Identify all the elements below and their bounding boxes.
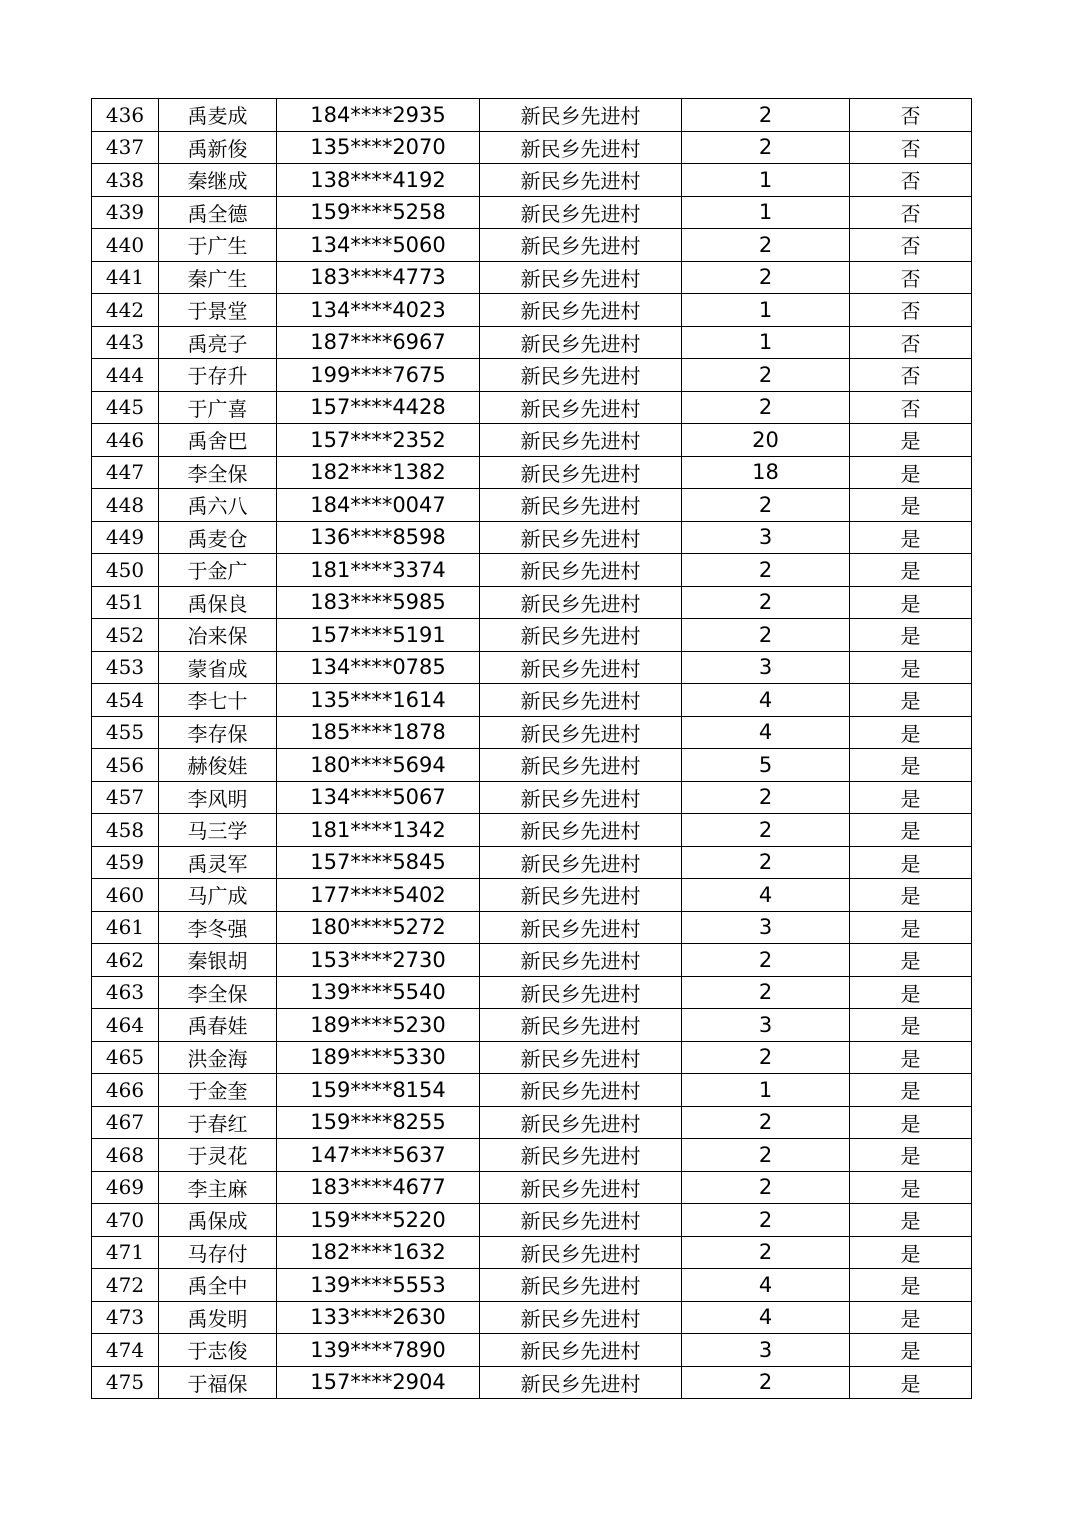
village-cell: 新民乡先进村 [480, 131, 682, 164]
row-number-cell: 465 [92, 1041, 159, 1074]
flag-cell: 是 [850, 879, 972, 912]
phone-cell: 187****6967 [277, 326, 480, 359]
flag-cell: 是 [850, 489, 972, 522]
village-cell: 新民乡先进村 [480, 1041, 682, 1074]
count-cell: 2 [682, 619, 850, 652]
flag-cell: 是 [850, 424, 972, 457]
phone-cell: 181****3374 [277, 554, 480, 587]
name-cell: 于志俊 [159, 1334, 277, 1367]
village-cell: 新民乡先进村 [480, 749, 682, 782]
table-row [92, 716, 972, 749]
village-cell: 新民乡先进村 [480, 1074, 682, 1107]
name-cell: 禹保良 [159, 586, 277, 619]
count-cell: 20 [682, 424, 850, 457]
village-cell: 新民乡先进村 [480, 911, 682, 944]
flag-cell: 是 [850, 619, 972, 652]
count-cell: 1 [682, 294, 850, 327]
name-cell: 禹发明 [159, 1301, 277, 1334]
village-cell: 新民乡先进村 [480, 781, 682, 814]
village-cell: 新民乡先进村 [480, 846, 682, 879]
name-cell: 禹春娃 [159, 1009, 277, 1042]
village-cell: 新民乡先进村 [480, 489, 682, 522]
row-number-cell: 453 [92, 651, 159, 684]
phone-cell: 153****2730 [277, 944, 480, 977]
flag-cell: 否 [850, 131, 972, 164]
count-cell: 1 [682, 164, 850, 197]
flag-cell: 否 [850, 326, 972, 359]
phone-cell: 183****5985 [277, 586, 480, 619]
name-cell: 李风明 [159, 781, 277, 814]
phone-cell: 157****5845 [277, 846, 480, 879]
row-number-cell: 445 [92, 391, 159, 424]
village-cell: 新民乡先进村 [480, 294, 682, 327]
row-number-cell: 436 [92, 99, 159, 132]
count-cell: 2 [682, 1236, 850, 1269]
name-cell: 马存付 [159, 1236, 277, 1269]
village-cell: 新民乡先进村 [480, 1334, 682, 1367]
village-cell: 新民乡先进村 [480, 1171, 682, 1204]
village-cell: 新民乡先进村 [480, 456, 682, 489]
phone-cell: 183****4677 [277, 1171, 480, 1204]
count-cell: 2 [682, 846, 850, 879]
flag-cell: 是 [850, 1366, 972, 1399]
count-cell: 3 [682, 1009, 850, 1042]
phone-cell: 183****4773 [277, 261, 480, 294]
table-row [92, 1301, 972, 1334]
village-cell: 新民乡先进村 [480, 684, 682, 717]
name-cell: 禹全德 [159, 196, 277, 229]
table-row [92, 684, 972, 717]
flag-cell: 是 [850, 1041, 972, 1074]
phone-cell: 139****5553 [277, 1269, 480, 1302]
roster-table [91, 98, 972, 1399]
count-cell: 2 [682, 131, 850, 164]
table-row [92, 1236, 972, 1269]
name-cell: 禹新俊 [159, 131, 277, 164]
count-cell: 2 [682, 261, 850, 294]
row-number-cell: 464 [92, 1009, 159, 1042]
phone-cell: 134****5060 [277, 229, 480, 262]
count-cell: 2 [682, 814, 850, 847]
flag-cell: 是 [850, 1139, 972, 1172]
row-number-cell: 466 [92, 1074, 159, 1107]
table-row [92, 196, 972, 229]
count-cell: 2 [682, 1106, 850, 1139]
village-cell: 新民乡先进村 [480, 1106, 682, 1139]
name-cell: 秦银胡 [159, 944, 277, 977]
phone-cell: 180****5272 [277, 911, 480, 944]
count-cell: 4 [682, 1301, 850, 1334]
table-row [92, 391, 972, 424]
flag-cell: 是 [850, 1269, 972, 1302]
row-number-cell: 458 [92, 814, 159, 847]
phone-cell: 157****2904 [277, 1366, 480, 1399]
phone-cell: 184****2935 [277, 99, 480, 132]
row-number-cell: 475 [92, 1366, 159, 1399]
row-number-cell: 438 [92, 164, 159, 197]
count-cell: 4 [682, 716, 850, 749]
count-cell: 4 [682, 879, 850, 912]
row-number-cell: 444 [92, 359, 159, 392]
name-cell: 于景堂 [159, 294, 277, 327]
village-cell: 新民乡先进村 [480, 229, 682, 262]
table-row [92, 976, 972, 1009]
count-cell: 2 [682, 554, 850, 587]
phone-cell: 135****1614 [277, 684, 480, 717]
table-row [92, 846, 972, 879]
village-cell: 新民乡先进村 [480, 944, 682, 977]
table-row [92, 1269, 972, 1302]
name-cell: 于福保 [159, 1366, 277, 1399]
count-cell: 2 [682, 1171, 850, 1204]
table-row [92, 99, 972, 132]
flag-cell: 否 [850, 229, 972, 262]
name-cell: 禹灵军 [159, 846, 277, 879]
phone-cell: 138****4192 [277, 164, 480, 197]
flag-cell: 是 [850, 1171, 972, 1204]
name-cell: 李冬强 [159, 911, 277, 944]
flag-cell: 是 [850, 781, 972, 814]
name-cell: 李主麻 [159, 1171, 277, 1204]
village-cell: 新民乡先进村 [480, 976, 682, 1009]
flag-cell: 否 [850, 196, 972, 229]
row-number-cell: 462 [92, 944, 159, 977]
row-number-cell: 454 [92, 684, 159, 717]
row-number-cell: 447 [92, 456, 159, 489]
phone-cell: 182****1382 [277, 456, 480, 489]
phone-cell: 133****2630 [277, 1301, 480, 1334]
table-row [92, 1334, 972, 1367]
row-number-cell: 442 [92, 294, 159, 327]
flag-cell: 是 [850, 1204, 972, 1237]
flag-cell: 是 [850, 1009, 972, 1042]
count-cell: 3 [682, 1334, 850, 1367]
row-number-cell: 449 [92, 521, 159, 554]
table-row [92, 814, 972, 847]
village-cell: 新民乡先进村 [480, 196, 682, 229]
phone-cell: 159****8255 [277, 1106, 480, 1139]
flag-cell: 是 [850, 1106, 972, 1139]
village-cell: 新民乡先进村 [480, 1366, 682, 1399]
flag-cell: 是 [850, 944, 972, 977]
row-number-cell: 446 [92, 424, 159, 457]
name-cell: 禹麦成 [159, 99, 277, 132]
name-cell: 于广喜 [159, 391, 277, 424]
row-number-cell: 439 [92, 196, 159, 229]
phone-cell: 177****5402 [277, 879, 480, 912]
village-cell: 新民乡先进村 [480, 521, 682, 554]
flag-cell: 是 [850, 1301, 972, 1334]
flag-cell: 是 [850, 846, 972, 879]
name-cell: 于广生 [159, 229, 277, 262]
village-cell: 新民乡先进村 [480, 391, 682, 424]
flag-cell: 是 [850, 651, 972, 684]
name-cell: 赫俊娃 [159, 749, 277, 782]
name-cell: 李存保 [159, 716, 277, 749]
row-number-cell: 473 [92, 1301, 159, 1334]
phone-cell: 180****5694 [277, 749, 480, 782]
village-cell: 新民乡先进村 [480, 586, 682, 619]
flag-cell: 是 [850, 1074, 972, 1107]
row-number-cell: 463 [92, 976, 159, 1009]
count-cell: 2 [682, 229, 850, 262]
village-cell: 新民乡先进村 [480, 554, 682, 587]
row-number-cell: 448 [92, 489, 159, 522]
row-number-cell: 474 [92, 1334, 159, 1367]
flag-cell: 是 [850, 586, 972, 619]
row-number-cell: 469 [92, 1171, 159, 1204]
village-cell: 新民乡先进村 [480, 99, 682, 132]
flag-cell: 是 [850, 521, 972, 554]
table-row [92, 456, 972, 489]
table-row [92, 1041, 972, 1074]
row-number-cell: 451 [92, 586, 159, 619]
phone-cell: 139****7890 [277, 1334, 480, 1367]
count-cell: 2 [682, 1366, 850, 1399]
village-cell: 新民乡先进村 [480, 814, 682, 847]
name-cell: 于存升 [159, 359, 277, 392]
village-cell: 新民乡先进村 [480, 261, 682, 294]
flag-cell: 是 [850, 749, 972, 782]
table-row [92, 911, 972, 944]
count-cell: 2 [682, 359, 850, 392]
village-cell: 新民乡先进村 [480, 1301, 682, 1334]
phone-cell: 189****5230 [277, 1009, 480, 1042]
phone-cell: 159****8154 [277, 1074, 480, 1107]
table-row [92, 651, 972, 684]
flag-cell: 否 [850, 359, 972, 392]
phone-cell: 159****5258 [277, 196, 480, 229]
flag-cell: 否 [850, 261, 972, 294]
row-number-cell: 468 [92, 1139, 159, 1172]
village-cell: 新民乡先进村 [480, 1009, 682, 1042]
row-number-cell: 456 [92, 749, 159, 782]
table-row [92, 261, 972, 294]
table-row [92, 489, 972, 522]
village-cell: 新民乡先进村 [480, 359, 682, 392]
count-cell: 2 [682, 391, 850, 424]
name-cell: 禹麦仓 [159, 521, 277, 554]
table-row [92, 619, 972, 652]
count-cell: 2 [682, 781, 850, 814]
village-cell: 新民乡先进村 [480, 326, 682, 359]
phone-cell: 182****1632 [277, 1236, 480, 1269]
village-cell: 新民乡先进村 [480, 1139, 682, 1172]
name-cell: 秦广生 [159, 261, 277, 294]
table-row [92, 1366, 972, 1399]
name-cell: 禹六八 [159, 489, 277, 522]
row-number-cell: 455 [92, 716, 159, 749]
village-cell: 新民乡先进村 [480, 651, 682, 684]
name-cell: 于金奎 [159, 1074, 277, 1107]
table-row [92, 1009, 972, 1042]
village-cell: 新民乡先进村 [480, 716, 682, 749]
table-row [92, 749, 972, 782]
name-cell: 秦继成 [159, 164, 277, 197]
table-row [92, 294, 972, 327]
name-cell: 于春红 [159, 1106, 277, 1139]
name-cell: 李全保 [159, 456, 277, 489]
flag-cell: 否 [850, 164, 972, 197]
count-cell: 2 [682, 489, 850, 522]
name-cell: 李七十 [159, 684, 277, 717]
count-cell: 1 [682, 326, 850, 359]
row-number-cell: 460 [92, 879, 159, 912]
table-row [92, 944, 972, 977]
table-row [92, 586, 972, 619]
village-cell: 新民乡先进村 [480, 424, 682, 457]
table-row [92, 131, 972, 164]
name-cell: 禹保成 [159, 1204, 277, 1237]
table-row [92, 554, 972, 587]
phone-cell: 135****2070 [277, 131, 480, 164]
name-cell: 马三学 [159, 814, 277, 847]
count-cell: 1 [682, 196, 850, 229]
flag-cell: 是 [850, 814, 972, 847]
count-cell: 2 [682, 976, 850, 1009]
name-cell: 蒙省成 [159, 651, 277, 684]
table-row [92, 229, 972, 262]
name-cell: 于金广 [159, 554, 277, 587]
count-cell: 18 [682, 456, 850, 489]
phone-cell: 185****1878 [277, 716, 480, 749]
row-number-cell: 471 [92, 1236, 159, 1269]
row-number-cell: 450 [92, 554, 159, 587]
row-number-cell: 457 [92, 781, 159, 814]
row-number-cell: 461 [92, 911, 159, 944]
count-cell: 2 [682, 586, 850, 619]
count-cell: 1 [682, 1074, 850, 1107]
flag-cell: 否 [850, 294, 972, 327]
row-number-cell: 472 [92, 1269, 159, 1302]
flag-cell: 是 [850, 1334, 972, 1367]
flag-cell: 否 [850, 391, 972, 424]
village-cell: 新民乡先进村 [480, 879, 682, 912]
phone-cell: 159****5220 [277, 1204, 480, 1237]
row-number-cell: 440 [92, 229, 159, 262]
table-row [92, 1074, 972, 1107]
phone-cell: 184****0047 [277, 489, 480, 522]
count-cell: 4 [682, 1269, 850, 1302]
count-cell: 2 [682, 1041, 850, 1074]
table-row [92, 781, 972, 814]
phone-cell: 134****5067 [277, 781, 480, 814]
phone-cell: 134****4023 [277, 294, 480, 327]
flag-cell: 否 [850, 99, 972, 132]
name-cell: 洪金海 [159, 1041, 277, 1074]
phone-cell: 139****5540 [277, 976, 480, 1009]
count-cell: 4 [682, 684, 850, 717]
table-row [92, 1171, 972, 1204]
flag-cell: 是 [850, 911, 972, 944]
table-row [92, 1204, 972, 1237]
flag-cell: 是 [850, 456, 972, 489]
phone-cell: 136****8598 [277, 521, 480, 554]
row-number-cell: 437 [92, 131, 159, 164]
name-cell: 禹舍巴 [159, 424, 277, 457]
flag-cell: 是 [850, 1236, 972, 1269]
phone-cell: 189****5330 [277, 1041, 480, 1074]
phone-cell: 199****7675 [277, 359, 480, 392]
row-number-cell: 441 [92, 261, 159, 294]
row-number-cell: 452 [92, 619, 159, 652]
row-number-cell: 470 [92, 1204, 159, 1237]
village-cell: 新民乡先进村 [480, 1236, 682, 1269]
table-row [92, 521, 972, 554]
row-number-cell: 467 [92, 1106, 159, 1139]
table-row [92, 879, 972, 912]
flag-cell: 是 [850, 684, 972, 717]
name-cell: 马广成 [159, 879, 277, 912]
table-row [92, 326, 972, 359]
count-cell: 5 [682, 749, 850, 782]
phone-cell: 157****5191 [277, 619, 480, 652]
name-cell: 禹亮子 [159, 326, 277, 359]
flag-cell: 是 [850, 976, 972, 1009]
phone-cell: 157****2352 [277, 424, 480, 457]
table-row [92, 164, 972, 197]
table-row [92, 1139, 972, 1172]
roster-table-body [92, 99, 972, 1399]
phone-cell: 134****0785 [277, 651, 480, 684]
village-cell: 新民乡先进村 [480, 619, 682, 652]
row-number-cell: 443 [92, 326, 159, 359]
name-cell: 禹全中 [159, 1269, 277, 1302]
name-cell: 冶来保 [159, 619, 277, 652]
count-cell: 3 [682, 521, 850, 554]
phone-cell: 147****5637 [277, 1139, 480, 1172]
table-row [92, 424, 972, 457]
phone-cell: 181****1342 [277, 814, 480, 847]
village-cell: 新民乡先进村 [480, 164, 682, 197]
count-cell: 2 [682, 944, 850, 977]
count-cell: 2 [682, 1204, 850, 1237]
village-cell: 新民乡先进村 [480, 1204, 682, 1237]
count-cell: 2 [682, 99, 850, 132]
flag-cell: 是 [850, 716, 972, 749]
count-cell: 2 [682, 1139, 850, 1172]
row-number-cell: 459 [92, 846, 159, 879]
name-cell: 于灵花 [159, 1139, 277, 1172]
flag-cell: 是 [850, 554, 972, 587]
count-cell: 3 [682, 911, 850, 944]
table-row [92, 1106, 972, 1139]
table-row [92, 359, 972, 392]
phone-cell: 157****4428 [277, 391, 480, 424]
village-cell: 新民乡先进村 [480, 1269, 682, 1302]
name-cell: 李全保 [159, 976, 277, 1009]
count-cell: 3 [682, 651, 850, 684]
